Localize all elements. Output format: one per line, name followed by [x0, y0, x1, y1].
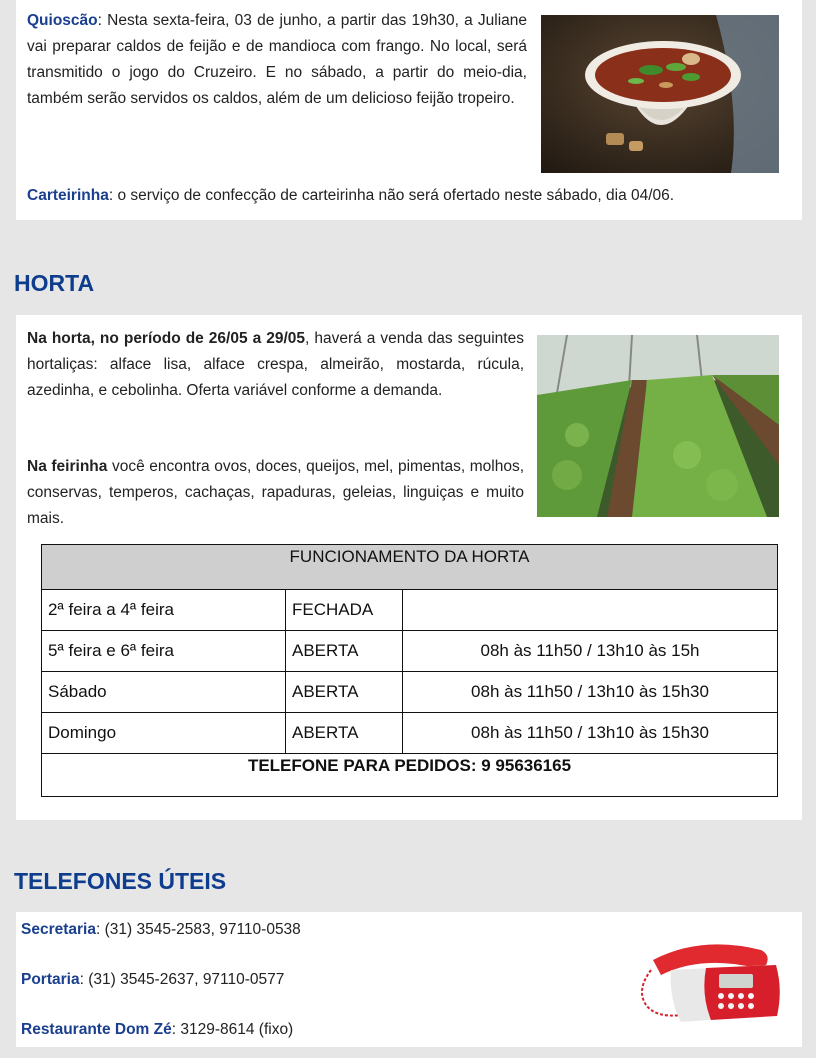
horta-schedule-table: [41, 544, 778, 797]
telephone-icon: [631, 930, 786, 1030]
horta-heading: HORTA: [14, 270, 95, 296]
telefones-card: [16, 912, 802, 1047]
horta-period: Na horta, no período de 26/05 a 29/05: [27, 330, 306, 347]
status-cell: ABERTA: [286, 713, 403, 754]
table-row: [42, 713, 778, 754]
restaurante-phone: : 3129-8614 (fixo): [171, 1021, 294, 1038]
days-cell: 2ª feira a 4ª feira: [42, 590, 286, 631]
carteirinha-text: : o serviço de confecção de carteirinha não será ofertado neste sábado, dia 04/06.: [108, 187, 675, 204]
kiosk-card: [16, 0, 802, 220]
soup-bowl-photo: [541, 15, 779, 173]
days-cell: Sábado: [42, 672, 286, 713]
kiosk-paragraph: [27, 8, 527, 112]
table-row: [42, 672, 778, 713]
horta-card: [16, 315, 802, 820]
restaurante-line: [21, 1021, 293, 1039]
secretaria-line: [21, 921, 301, 939]
table-row: [42, 590, 778, 631]
horta-paragraph: [27, 326, 524, 404]
greenhouse-photo: [537, 335, 779, 517]
status-cell: FECHADA: [286, 590, 403, 631]
hours-cell: [403, 590, 778, 631]
feirinha-label: Na feirinha: [27, 458, 108, 475]
status-cell: ABERTA: [286, 672, 403, 713]
secretaria-phone: : (31) 3545-2583, 97110-0538: [95, 921, 301, 938]
status-cell: ABERTA: [286, 631, 403, 672]
days-cell: Domingo: [42, 713, 286, 754]
secretaria-label: Secretaria: [21, 921, 96, 938]
restaurante-label: Restaurante Dom Zé: [21, 1021, 172, 1038]
portaria-line: [21, 971, 284, 989]
hours-cell: 08h às 11h50 / 13h10 às 15h30: [403, 672, 778, 713]
portaria-label: Portaria: [21, 971, 80, 988]
orders-phone: TELEFONE PARA PEDIDOS: 9 95636165: [42, 754, 778, 797]
hours-cell: 08h às 11h50 / 13h10 às 15h: [403, 631, 778, 672]
days-cell: 5ª feira e 6ª feira: [42, 631, 286, 672]
table-row: [42, 631, 778, 672]
carteirinha-label: Carteirinha: [27, 187, 109, 204]
kiosk-text: : Nesta sexta-feira, 03 de junho, a partir das 19h30, a Juliane vai preparar caldos de feijão e de mandioca com frango. No local, será transmitido o jogo do Cruzeiro. E no sábado, a partir do meio-dia, também serão servidos os caldos, além de um delicioso feijão tropeiro.: [27, 12, 527, 107]
feirinha-text: você encontra ovos, doces, queijos, mel, pimentas, molhos, conservas, temperos, cachaças, rapaduras, geleias, linguiças e muito mais.: [27, 458, 525, 527]
portaria-phone: : (31) 3545-2637, 97110-0577: [79, 971, 285, 988]
carteirinha-paragraph: [27, 183, 777, 209]
feirinha-paragraph: [27, 454, 524, 532]
horta-text: , haverá a venda das seguintes hortaliças: alface lisa, alface crespa, almeirão, mostarda, rúcula, azedinha, e cebolinha. Oferta variável conforme a demanda.: [27, 330, 524, 399]
telefones-heading: TELEFONES ÚTEIS: [14, 868, 227, 894]
table-title: FUNCIONAMENTO DA HORTA: [42, 545, 778, 590]
hours-cell: 08h às 11h50 / 13h10 às 15h30: [403, 713, 778, 754]
kiosk-label: Quioscão: [27, 12, 98, 29]
